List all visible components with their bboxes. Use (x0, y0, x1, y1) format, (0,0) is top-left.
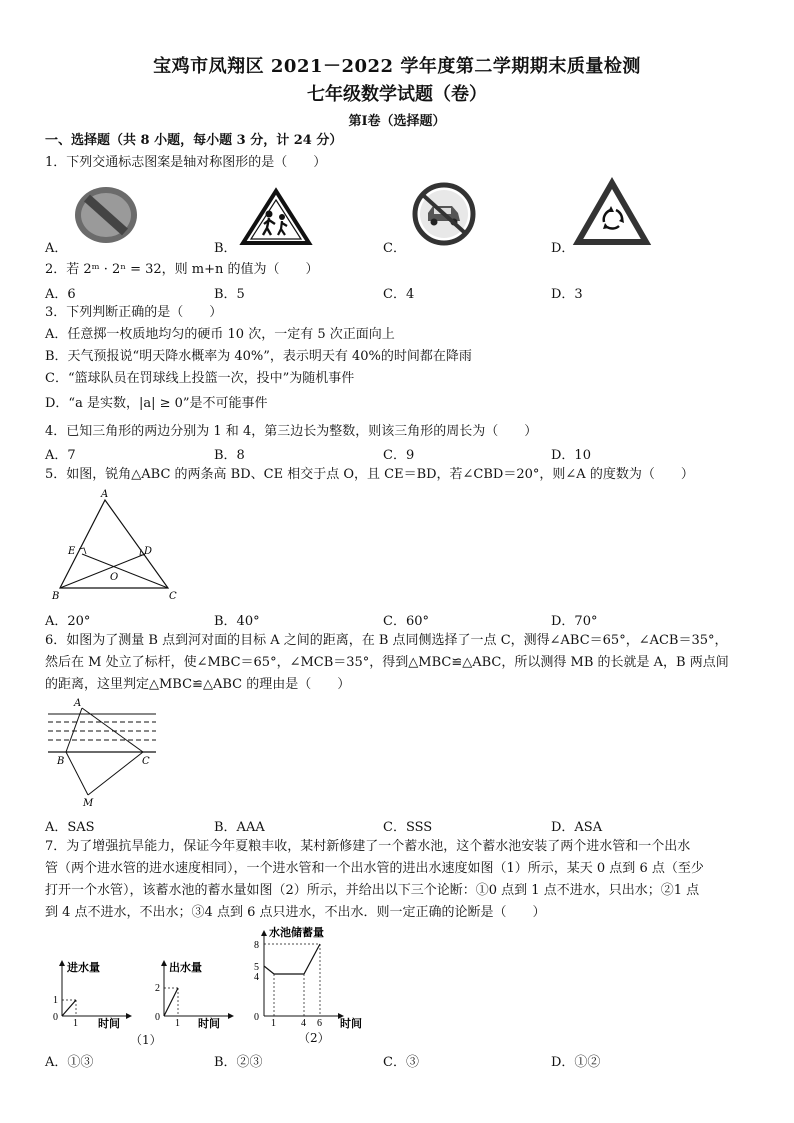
q5-label-e: E (68, 546, 76, 557)
q7-graph1-origin: 0 (53, 1012, 58, 1023)
q6-option-b[interactable]: B．AAA (214, 820, 265, 835)
q7-graph3-ylabel: 水池储蓄量 (269, 927, 324, 939)
q7-graph1-ylabel: 进水量 (67, 962, 100, 974)
q5-triangle-figure (50, 488, 180, 600)
q3-option-c[interactable]: C．“篮球队员在罚球线上投篮一次，投中”为随机事件 (45, 371, 355, 386)
q2-stem: 2．若 2ᵐ · 2ⁿ = 32，则 m+n 的值为（ ） (45, 262, 319, 277)
q1-option-c[interactable]: C． (383, 241, 406, 256)
q1-option-a[interactable]: A． (45, 241, 68, 256)
no-motor-vehicles-sign-icon (412, 183, 476, 245)
q7-inflow-graph (48, 958, 138, 1028)
q5-label-c: C (169, 591, 177, 602)
q7-stem-line3: 打开一个水管），该蓄水池的蓄水量如图（2）所示，并给出以下三个论断：①0 点到 1 点不进水，只出水；②1 点 (45, 883, 700, 898)
q6-river-figure (48, 698, 160, 810)
q7-graph1-xlabel: 时间 (98, 1018, 120, 1030)
q5-option-a[interactable]: A．20° (45, 614, 91, 629)
q7-graph3-xtick-1: 1 (271, 1018, 276, 1029)
q6-label-m: M (83, 798, 94, 809)
q7-caption-1: （1） (130, 1033, 162, 1047)
q7-storage-graph (248, 926, 378, 1030)
q6-label-a: A (74, 698, 82, 709)
q7-option-c[interactable]: C．③ (383, 1055, 419, 1070)
q7-graph2-xlabel: 时间 (198, 1018, 220, 1030)
q7-stem-line1: 7．为了增强抗旱能力，保证今年夏粮丰收，某村新修建了一个蓄水池，这个蓄水池安装了两个进水管和一个出水 (45, 839, 691, 854)
q3-option-a[interactable]: A．任意掷一枚质地均匀的硬币 10 次，一定有 5 次正面向上 (45, 327, 395, 342)
q7-graph3-xtick-4: 4 (301, 1018, 306, 1029)
q5-label-o: O (110, 572, 119, 583)
q3-option-d[interactable]: D．“a 是实数，|a| ≥ 0”是不可能事件 (45, 396, 268, 411)
q6-stem-line1: 6．如图为了测量 B 点到河对面的目标 A 之间的距离，在 B 点同侧选择了一点 C，测得∠ABC＝65°，∠ACB＝35°， (45, 633, 728, 648)
q4-option-d[interactable]: D．10 (551, 448, 591, 463)
q5-label-b: B (52, 591, 60, 602)
q7-stem-line2: 管（两个进水管的进水速度相同），一个进水管和一个出水管的进出水速度如图（1）所示，某天 0 点到 6 点（至少 (45, 861, 704, 876)
volume-title: 第Ⅰ卷（选择题） (348, 114, 446, 129)
q7-graph3-xtick-6: 6 (317, 1018, 322, 1029)
q7-graph3-xlabel: 时间 (340, 1018, 362, 1030)
q7-graph3-ytick-5: 5 (254, 962, 259, 973)
q7-option-b[interactable]: B．②③ (214, 1055, 263, 1070)
q7-graph2-xtick: 1 (175, 1018, 180, 1029)
q4-option-c[interactable]: C．9 (383, 448, 415, 463)
q6-label-b: B (57, 756, 65, 767)
q3-option-b[interactable]: B．天气预报说“明天降水概率为 40%”，表示明天有 40%的时间都在降雨 (45, 349, 472, 364)
q6-label-c: C (142, 756, 150, 767)
q7-graph2-ytick: 2 (155, 983, 160, 994)
q7-graph3-origin: 0 (254, 1012, 259, 1023)
q3-stem: 3．下列判断正确的是（ ） (45, 305, 223, 320)
part1-heading: 一、选择题（共 8 小题，每小题 3 分，计 24 分） (45, 133, 343, 148)
q5-stem: 5．如图，锐角△ABC 的两条高 BD、CE 相交于点 O，且 CE＝BD，若∠CBD＝20°，则∠A 的度数为（ ） (45, 467, 694, 482)
q7-graph2-origin: 0 (155, 1012, 160, 1023)
q2-option-c[interactable]: C．4 (383, 287, 415, 302)
q2-option-b[interactable]: B．5 (214, 287, 245, 302)
q6-option-d[interactable]: D．ASA (551, 820, 603, 835)
children-crossing-sign-icon (240, 188, 312, 246)
q4-stem: 4．已知三角形的两边分别为 1 和 4，第三边长为整数，则该三角形的周长为（ ） (45, 424, 538, 439)
exam-title: 宝鸡市凤翔区 2021－2022 学年度第二学期期末质量检测 (153, 56, 641, 77)
q7-option-d[interactable]: D．①② (551, 1055, 601, 1070)
q5-option-d[interactable]: D．70° (551, 614, 598, 629)
q7-stem-line4: 到 4 点不进水，不出水；③4 点到 6 点只进水，不出水．则一定正确的论断是（ ） (45, 905, 546, 920)
q1-option-b[interactable]: B． (214, 241, 237, 256)
q6-stem-line3: 的距离，这里判定△MBC≌△ABC 的理由是（ ） (45, 677, 351, 692)
no-parking-sign-icon (73, 185, 139, 245)
q1-stem: 1．下列交通标志图案是轴对称图形的是（ ） (45, 155, 327, 170)
q5-label-a: A (101, 489, 109, 500)
q7-graph2-ylabel: 出水量 (169, 962, 202, 974)
roundabout-sign-icon (575, 180, 649, 246)
q6-stem-line2: 然后在 M 处立了标杆，使∠MBC＝65°，∠MCB＝35°，得到△MBC≌△ABC，所以测得 MB 的长就是 A，B 两点间 (45, 655, 729, 670)
q6-option-a[interactable]: A．SAS (45, 820, 95, 835)
q4-option-b[interactable]: B．8 (214, 448, 245, 463)
q5-option-b[interactable]: B．40° (214, 614, 260, 629)
q2-option-a[interactable]: A．6 (45, 287, 76, 302)
q7-graph1-ytick: 1 (53, 995, 58, 1006)
q7-graph3-ytick-8: 8 (254, 940, 259, 951)
q7-outflow-graph (150, 958, 240, 1028)
q7-graph1-xtick: 1 (73, 1018, 78, 1029)
q2-option-d[interactable]: D．3 (551, 287, 583, 302)
exam-subtitle: 七年级数学试题（卷） (307, 84, 487, 105)
q7-graph3-ytick-4: 4 (254, 972, 259, 983)
q5-option-c[interactable]: C．60° (383, 614, 429, 629)
q6-option-c[interactable]: C．SSS (383, 820, 433, 835)
q4-option-a[interactable]: A．7 (45, 448, 76, 463)
q1-option-d[interactable]: D． (551, 241, 575, 256)
q7-caption-2: （2） (298, 1031, 330, 1045)
q5-label-d: D (144, 546, 153, 557)
q7-option-a[interactable]: A．①③ (45, 1055, 94, 1070)
